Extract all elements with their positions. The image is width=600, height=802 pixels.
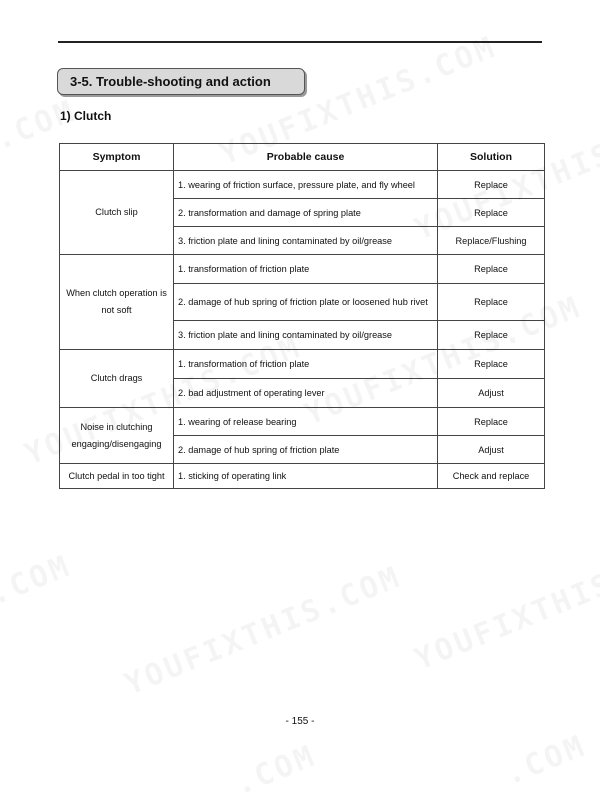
solution-cell: Replace — [438, 255, 545, 284]
cause-cell: 1. sticking of operating link — [174, 464, 438, 489]
solution-cell: Replace — [438, 284, 545, 321]
header-solution: Solution — [438, 144, 545, 171]
solution-cell: Replace — [438, 408, 545, 436]
table-row — [60, 350, 545, 379]
subsection-title: 1) Clutch — [60, 109, 112, 123]
watermark — [0, 548, 76, 612]
symptom-cell: Noise in clutching engaging/disengaging — [60, 408, 174, 464]
solution-cell: Replace — [438, 350, 545, 379]
solution-cell: Replace — [438, 171, 545, 199]
symptom-cell: Clutch pedal in too tight — [60, 464, 174, 489]
solution-cell: Adjust — [438, 436, 545, 464]
solution-cell: Check and replace — [438, 464, 545, 489]
page-number: - 155 - — [285, 716, 315, 727]
header-probable-cause: Probable cause — [174, 144, 438, 171]
cause-cell: 2. damage of hub spring of friction plate — [174, 436, 438, 464]
table-row — [60, 464, 545, 489]
table-row — [60, 255, 545, 284]
header-rule — [58, 41, 542, 43]
cause-cell: 1. transformation of friction plate — [174, 350, 438, 379]
cause-cell: 3. friction plate and lining contaminated by oil/grease — [174, 321, 438, 350]
watermark — [120, 560, 407, 703]
watermark — [230, 738, 321, 802]
cause-cell: 2. transformation and damage of spring plate — [174, 199, 438, 227]
watermark — [410, 566, 600, 677]
solution-cell: Replace/Flushing — [438, 227, 545, 255]
cause-cell: 1. wearing of release bearing — [174, 408, 438, 436]
table-header-row — [60, 144, 545, 171]
table-row — [60, 408, 545, 436]
header-symptom: Symptom — [60, 144, 174, 171]
table-row — [60, 171, 545, 199]
cause-cell: 3. friction plate and lining contaminated by oil/grease — [174, 227, 438, 255]
section-title: 3-5. Trouble-shooting and action — [57, 68, 305, 95]
solution-cell: Replace — [438, 199, 545, 227]
watermark — [500, 728, 591, 792]
symptom-cell: Clutch drags — [60, 350, 174, 408]
symptom-cell: When clutch operation is not soft — [60, 255, 174, 350]
cause-cell: 2. damage of hub spring of friction plate or loosened hub rivet — [174, 284, 438, 321]
cause-cell: 1. wearing of friction surface, pressure plate, and fly wheel — [174, 171, 438, 199]
cause-cell: 2. bad adjustment of operating lever — [174, 379, 438, 408]
cause-cell: 1. transformation of friction plate — [174, 255, 438, 284]
troubleshooting-table — [59, 143, 545, 489]
solution-cell: Replace — [438, 321, 545, 350]
symptom-cell: Clutch slip — [60, 171, 174, 255]
solution-cell: Adjust — [438, 379, 545, 408]
